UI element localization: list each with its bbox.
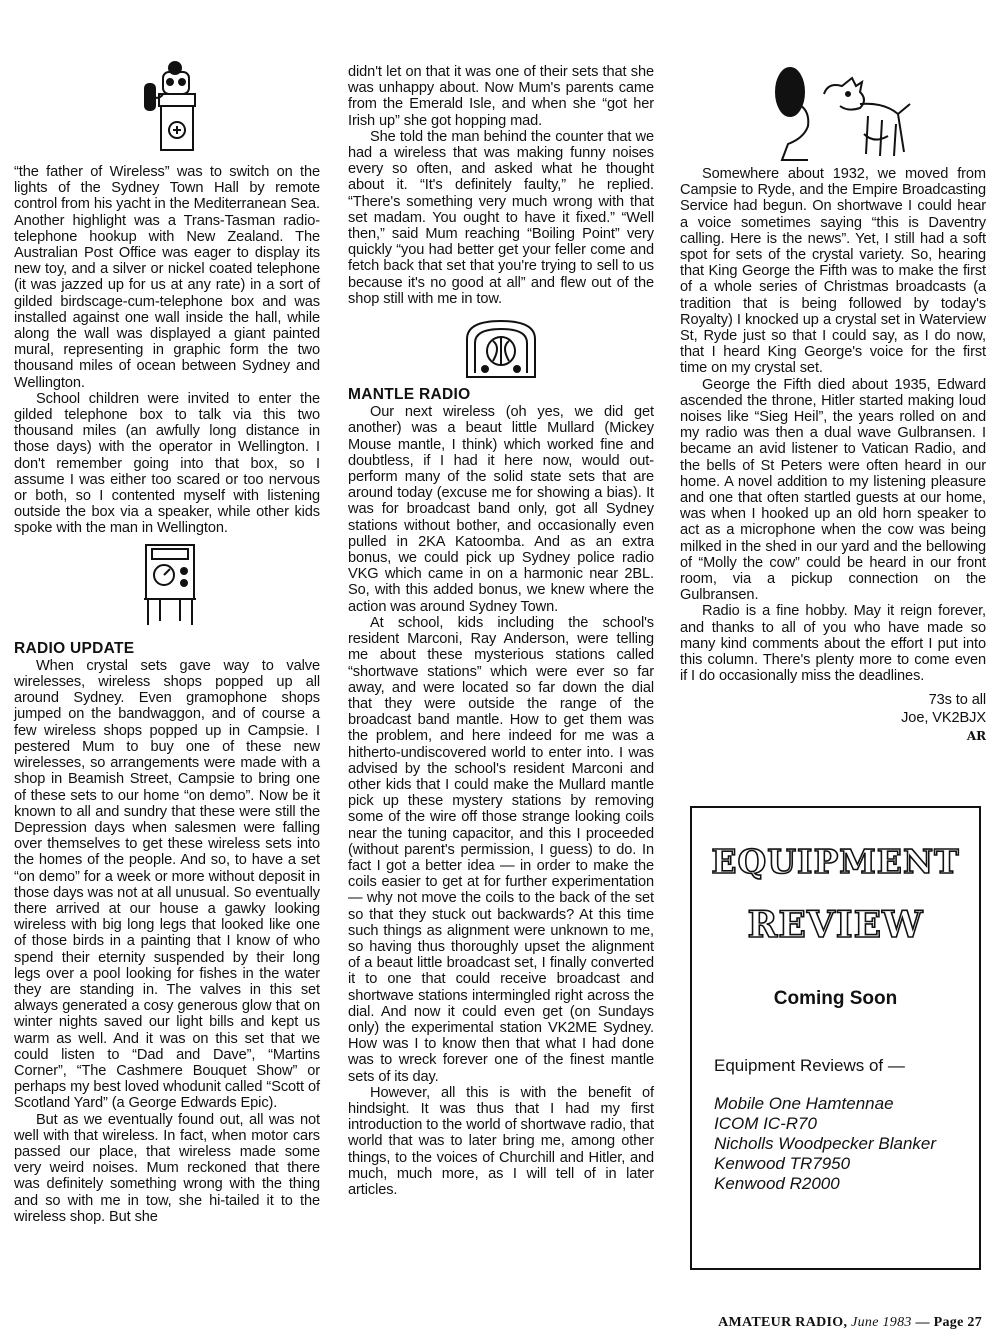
paragraph: She told the man behind the counter that we had a wireless that was making funny noises every so often, and asked what he thought about it. “It's definitely faulty,” he replied. “There's something very much wrong with that set madam. You ought to have it fixed.” “Well then,” said Mum reaching “Boiling Point” very quickly “you had better get your feller come and fetch back that set that you're trying to sell to us because it's no good at all” and flew out of the shop still with me in tow. [348, 128, 654, 307]
paragraph: Somewhere about 1932, we moved from Campsie to Ryde, and the Empire Broadcasting Service had begun. On shortwave I could hear a voice sometimes saying “this is Daventry calling. Here is the news”. Yet, I still had a soft spot for sets of the crystal variety. So, hearing that King George the Fifth was to make the first of a whole series of Christmas broadcasts (a tradition that is being followed by today's Royalty) I knocked up a crystal set in Waterview St, Ryde just so that I could say, as I do now, that I heard King George's voice for the first time on my crystal set. [680, 166, 986, 377]
list-item: Kenwood R2000 [714, 1174, 840, 1193]
paragraph: When crystal sets gave way to valve wirelesses, wireless shops popped up all around Sydney. Even gramophone shops jumped on the bandwaggon, and of course a few wireless shops popped up in Campsie. I pestered Mum to buy one of these new wirelesses, so arrangements were made with a shop in Beamish Street, Campsie to bring one of these sets to our home “on demo”. Now be it known to all and sundry that these were still the Depression days when salesmen were falling over themselves to get these wireless sets into the homes of the people. And so, to have a set “on demo” for a week or more without deposit in those days was not at all unusual. So eventually there arrived at our house a gawky looking wireless with big long legs that looked like one of those birds in a painting that I know of who spend their eternity suspended by their long legs over a pool looking for fishes in the water they are standing in. The valves in this set always generated a cosy generous glow that on winter nights saved our light bills and kept us warm as well. And it was on this set that we could listen to “Dad and Dave”, “Martins Corner”, “The Cashmere Bouquet Show” or perhaps my best loved whodunit called “Scott of Scotland Yard” (a George Edwards Epic). [14, 657, 320, 1112]
paragraph: School children were invited to enter the gilded telephone box to talk via this two thousand miles (an awfully long distance in those days) with the operator in Wellington. I don't remember going into that box, so I assume I was either too scared or too nervous or both, so I contented myself with listening outside the box via a speaker, while other kids spoke with the man in Wellington. [14, 390, 320, 537]
column-2 [348, 64, 654, 1198]
review-item-list [714, 1094, 936, 1194]
signoff-greeting: 73s to all [928, 691, 986, 708]
paragraph: But as we eventually found out, all was not well with that wireless. In fact, when motor cars passed our place, that wireless made some very weird noises. Mum reckoned that there was definitely something wrong with the thing and so with me in tow, she hi-tailed it to the wireless shop. But she [14, 1111, 320, 1225]
review-title-review: REVIEW [747, 904, 924, 946]
list-item: Nicholls Woodpecker Blanker [714, 1134, 937, 1153]
magazine-name: AMATEUR RADIO, [718, 1315, 848, 1330]
issue-date: June 1983 [851, 1315, 912, 1330]
tall-wireless-cabinet-illustration [140, 541, 200, 627]
ar-end-mark: AR [966, 728, 986, 743]
paragraph: However, all this is with the benefit of hindsight. It was thus that I had my first introduction to the world of shortwave radio, that world that was to later bring me, among other things, to the voices of Churchill and Hitler, and much, much more, as I will tell of in later articles. [348, 1084, 654, 1198]
review-title-equipment: EQUIPMENT [711, 842, 960, 881]
section-heading-mantle-radio: MANTLE RADIO [348, 386, 471, 404]
list-item: Kenwood TR7950 [714, 1154, 851, 1173]
paragraph: Radio is a fine hobby. May it reign forever, and thanks to all of you who have made so many kind comments about the effort I put into this column. There's plenty more to come even if I do occasionally miss the deadlines. [680, 603, 986, 685]
page-number: — Page 27 [915, 1315, 982, 1330]
paragraph: “the father of Wireless” was to switch on the lights of the Sydney Town Hall by remote control from his yacht in the Mediterranean Sea. Another highlight was a Trans-Tasman radio-telephone hookup with New Zealand. The Australian Post Office was eager to display its new toy, and a silver or nickel coated telephone (it was jazzed up for us at any rate) in a sort of gilded birdscage-cum-telephone box and was installed against one wall inside the hall, while along the wall was displayed a giant painted mural, representing in graphic form the two thousand miles of ocean between Sydney and Wellington. [14, 164, 320, 391]
review-intro: Equipment Reviews of — [714, 1056, 905, 1075]
paragraph: Our next wireless (oh yes, we did get another) was a beaut little Mullard (Mickey Mouse mantle, I think) which worked fine and doubtless, if I had it here now, would out-perform many of the solid state sets that are around today (excuse me for showing a bias). It was for broadcast band only, got all Sydney stations without bother, and occasionally even pulled in 2KA Katoomba. And as an extra bonus, we could pick up Sydney police radio VKG which came in on a harmonic near 2BL. So, with this added bonus, we knew where the action was around Sydney Town. [348, 404, 654, 615]
list-item: Mobile One Hamtennae [714, 1094, 894, 1113]
coming-soon-label: Coming Soon [773, 988, 898, 1009]
column-1 [14, 0, 320, 1225]
list-item: ICOM IC-R70 [714, 1114, 817, 1133]
paragraph: didn't let on that it was one of their sets that she was unhappy about. Now Mum's parents came from the Emerald Isle, and when she “got her Irish up” she got hopping mad. [348, 64, 654, 129]
paragraph: At school, kids including the school's resident Marconi, Ray Anderson, were telling me about these mysterious stations called “shortwave stations” which were ever so far away, and were located so far down the dial that they were outside the range of the broadcast band mantle. How to get them was the problem, and here indeed for me was a hitherto-undiscovered world to enter into. I was advised by the school's resident Marconi and other kids that I could make the Mullard mantle pick up these mystery stations by removing some of the wire off those strange looking coils near the tuning capacitor, and this I proceeded (without parent's permission, I guess) to do. In fact I got a better idea — in order to make the coils easier to get at for further experimentation — why not move the coils to the back of the set so that they stuck out backwards? At this time such things as alignment were unknown to me, so having thus thoroughly upset the alignment of a beaut little broadcast set, I finally converted it to one that could receive broadcast and shortwave stations intermingled right across the dial. And now it could even get (on Sundays only) the experimental station VK2ME Sydney. How was I to know then that what I had done was to wreck forever one of the finest mantle sets of its day. [348, 614, 654, 1085]
section-heading-radio-update: RADIO UPDATE [14, 639, 135, 657]
equipment-review-box [690, 806, 981, 1270]
signoff-author: Joe, VK2BJX [901, 709, 986, 726]
candlestick-telephone-illustration [139, 54, 209, 156]
column-3 [680, 0, 986, 745]
page-footer [718, 1315, 982, 1331]
horn-speaker-and-cow-illustration [764, 64, 914, 164]
mantle-radio-illustration [463, 317, 539, 381]
paragraph: George the Fifth died about 1935, Edward ascended the throne, Hitler started making loud noises like “Sieg Heil”, the years rolled on and my radio was then a dual wave Gulbransen. I became an avid listener to Vatican Radio, and the bells of St Peters were often heard in our home. A novel addition to my listening pleasure and one that often startled guests at our home, was when I hooked up an old horn speaker to act as a microphone when the cow was being milked in the shed in our yard and the bellowing of “Molly the cow” could be heard in our front room, via a pickup connection on the Gulbransen. [680, 376, 986, 604]
